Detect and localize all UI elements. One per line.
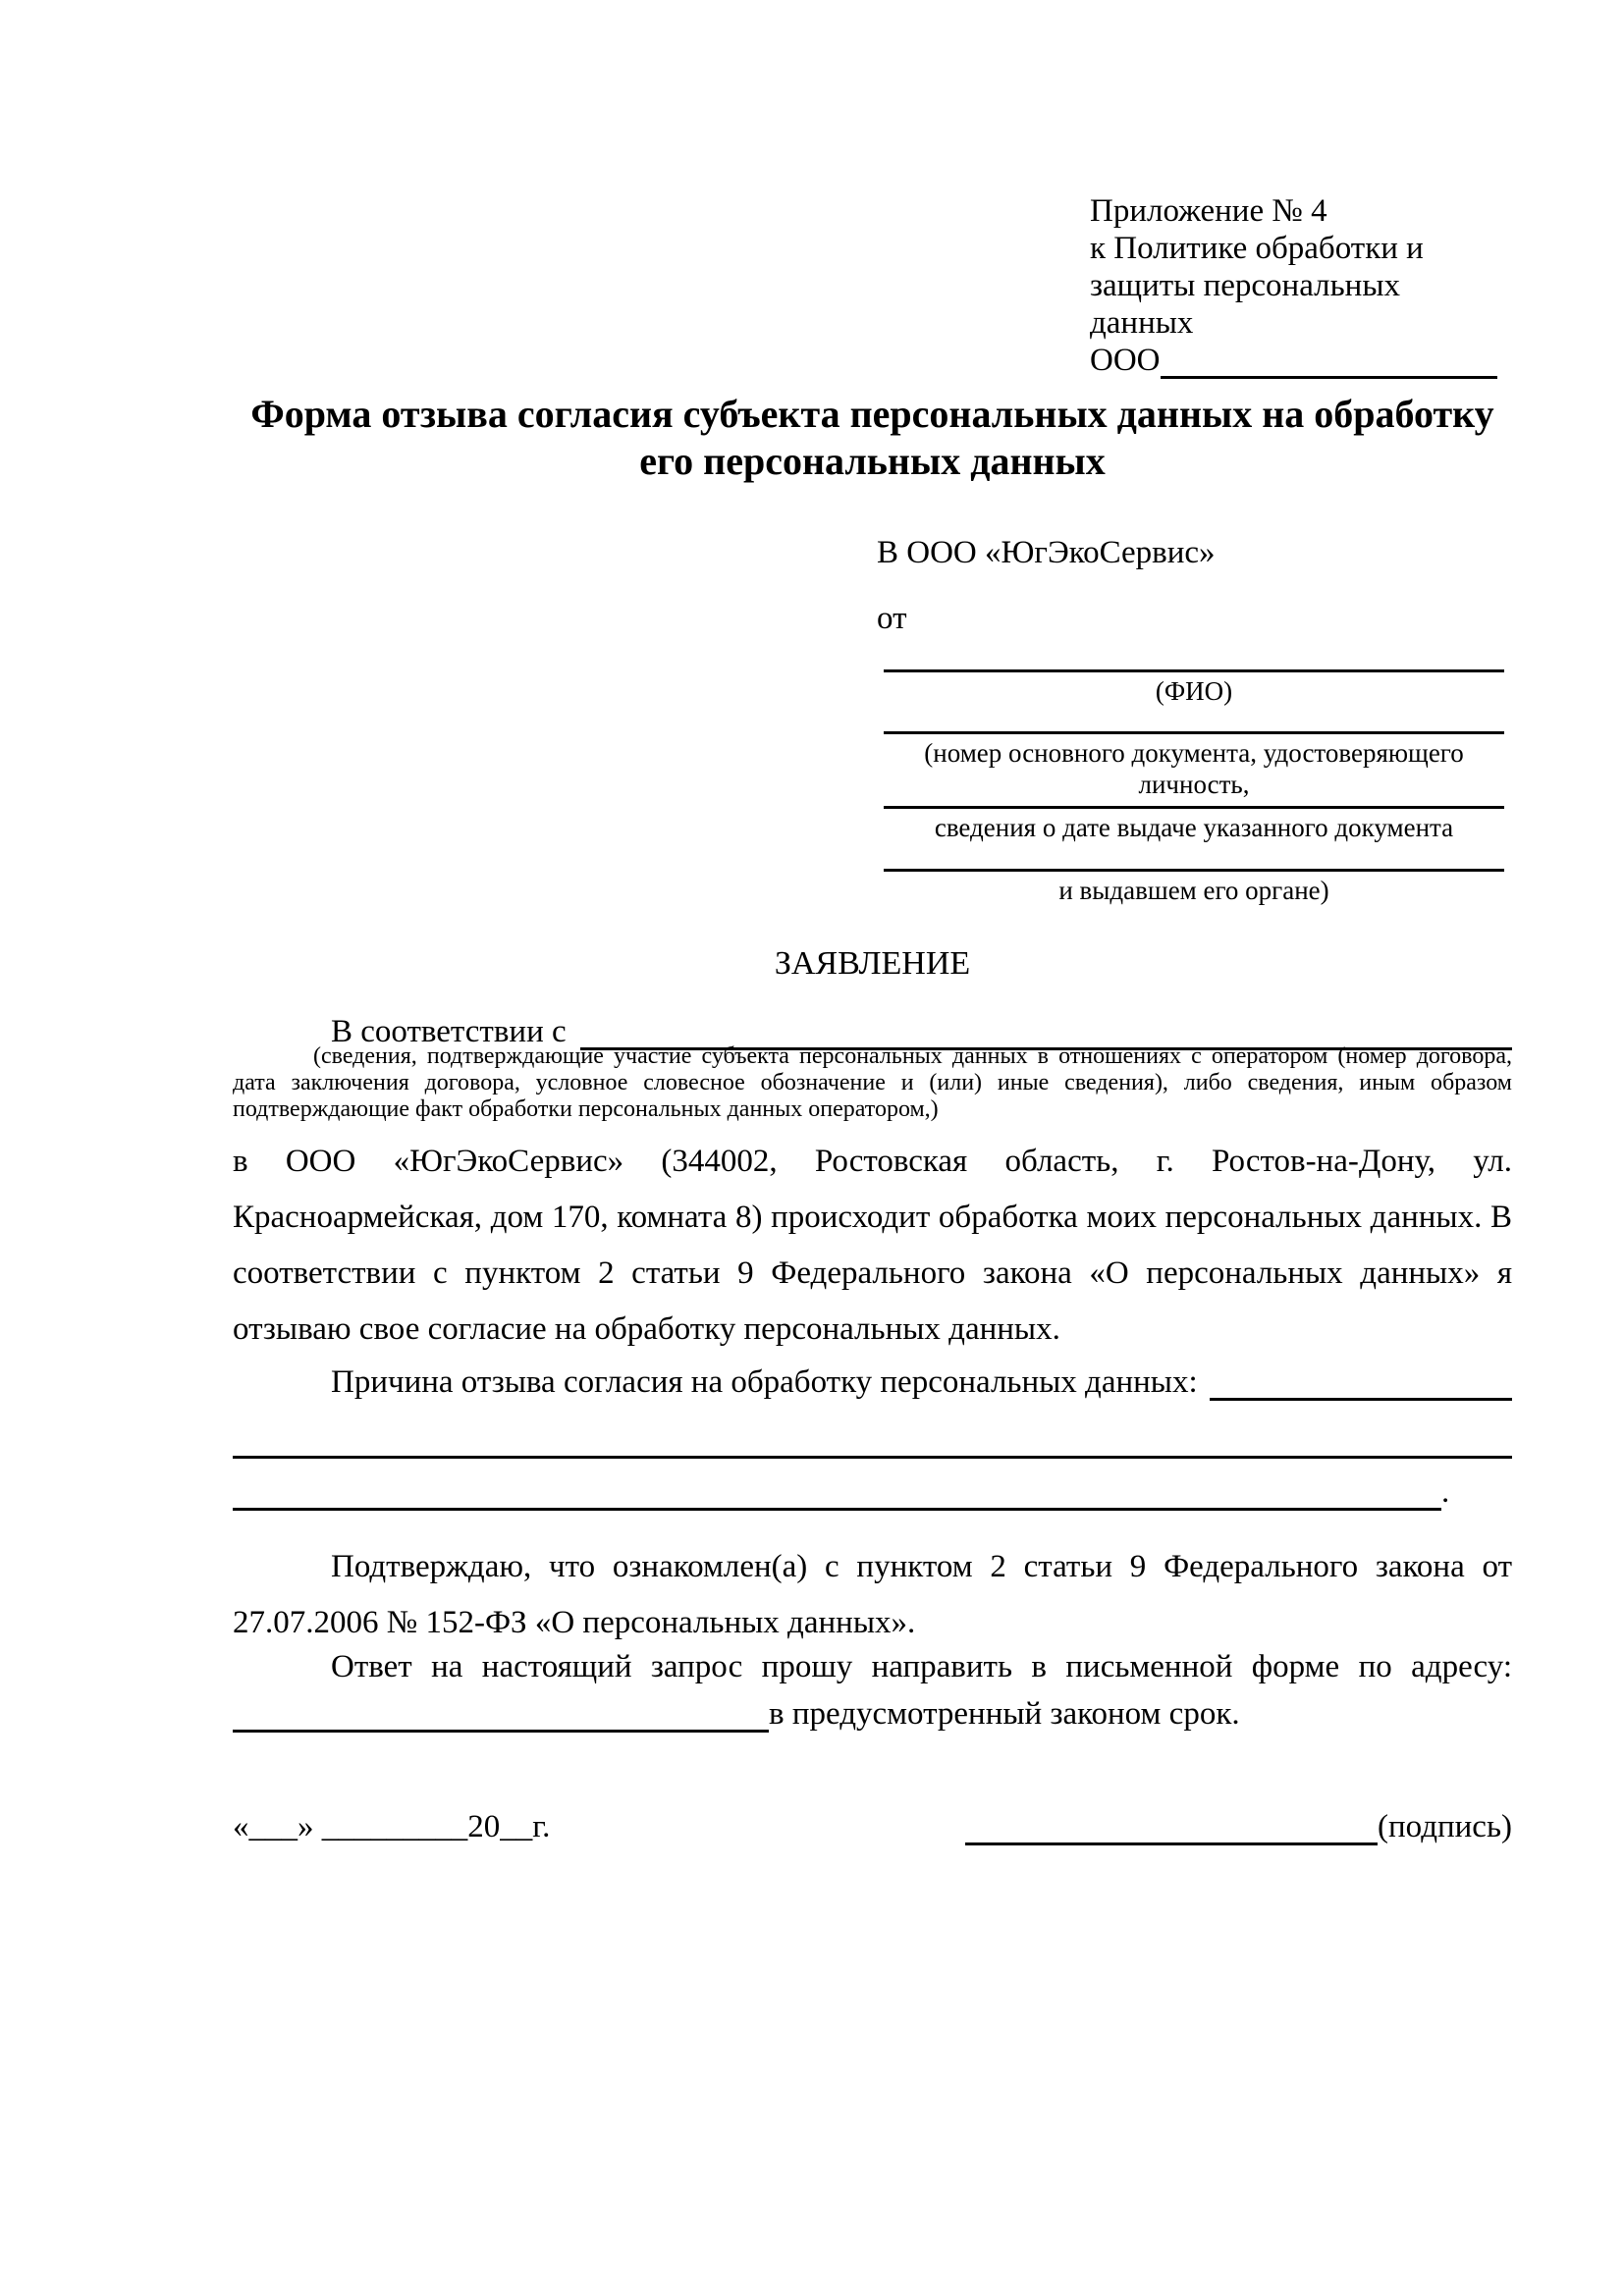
appendix-line-2: к Политике обработки и: [1090, 231, 1424, 266]
document-issue-date-blank-line: [884, 765, 1504, 809]
document-issuer-blank-line: [884, 828, 1504, 872]
statement-heading: ЗАЯВЛЕНИЕ: [774, 945, 971, 982]
appendix-line-3: защиты персональных данных: [1090, 268, 1400, 341]
document-number-blank-line: [884, 690, 1504, 734]
document-issue-date-caption: сведения о дате выдаче указанного документа: [934, 813, 1454, 842]
reply-address-blank-row: [233, 1691, 1512, 1733]
reason-blank-line-3: [233, 1467, 1441, 1511]
confirmation-paragraph: Подтверждаю, что ознакомлен(а) с пунктом 2 статьи 9 Федерального закона от 27.07.2006 № 152-ФЗ «О персональных данных».: [233, 1549, 1512, 1640]
addressee-organization: В ООО «ЮгЭкоСервис»: [877, 535, 1216, 570]
document-title: Форма отзыва согласия субъекта персональных данных на обработку его персональных данных: [250, 392, 1494, 483]
reason-blank-line-3-row: [233, 1469, 1512, 1511]
reason-blank-line-2: [233, 1415, 1512, 1459]
signature-caption: (подпись): [1378, 1809, 1512, 1844]
reason-period: .: [1441, 1474, 1450, 1510]
appendix-line-1: Приложение № 4: [1090, 193, 1327, 229]
signature-blank-line: [965, 1801, 1378, 1845]
reply-address-blank-line: [233, 1688, 769, 1733]
appendix-ooo-prefix: ООО: [1090, 343, 1161, 378]
ooo-name-blank-line: [1161, 376, 1498, 379]
reply-address-line: Ответ на настоящий запрос прошу направить в письменной форме по адресу:: [331, 1649, 1512, 1684]
date-line: «___» _________20__г.: [233, 1809, 551, 1844]
accordance-prefix: В соответствии с: [331, 1014, 567, 1049]
fio-caption: (ФИО): [1155, 676, 1233, 706]
accordance-footnote: (сведения, подтверждающие участие субъекта персональных данных в отношениях с оператором (номер договора, дата заключения договора, условное словесное обозначение и (или) иные сведения), либо сведения, иным образом подтверждающие факт обработки персональных данных оператором,): [233, 1043, 1512, 1122]
addressee-from-label: от: [877, 601, 907, 636]
document-issuer-field-group: [884, 828, 1504, 906]
reason-line: [233, 1360, 1512, 1401]
appendix-block: [1090, 192, 1497, 379]
reply-suffix: в предусмотренный законом срок.: [769, 1696, 1240, 1732]
document-number-caption: (номер основного документа, удостоверяющего личность,: [924, 738, 1464, 799]
fio-blank-line: [884, 628, 1504, 672]
body-paragraph: в ООО «ЮгЭкоСервис» (344002, Ростовская область, г. Ростов-на-Дону, ул. Красноармейская, дом 170, комната 8) происходит обработка моих персональных данных. В соответствии с пунктом 2 статьи 9 Федерального закона «О персональных данных» я отзываю свое согласие на обработку персональных данных.: [233, 1144, 1512, 1347]
appendix-ooo-line: [1090, 342, 1497, 379]
reason-prefix: Причина отзыва согласия на обработку персональных данных:: [331, 1364, 1198, 1400]
reason-blank-line-1: [1210, 1398, 1512, 1401]
document-issuer-caption: и выдавшем его органе): [1058, 876, 1329, 905]
date-signature-row: [233, 1804, 1512, 1845]
